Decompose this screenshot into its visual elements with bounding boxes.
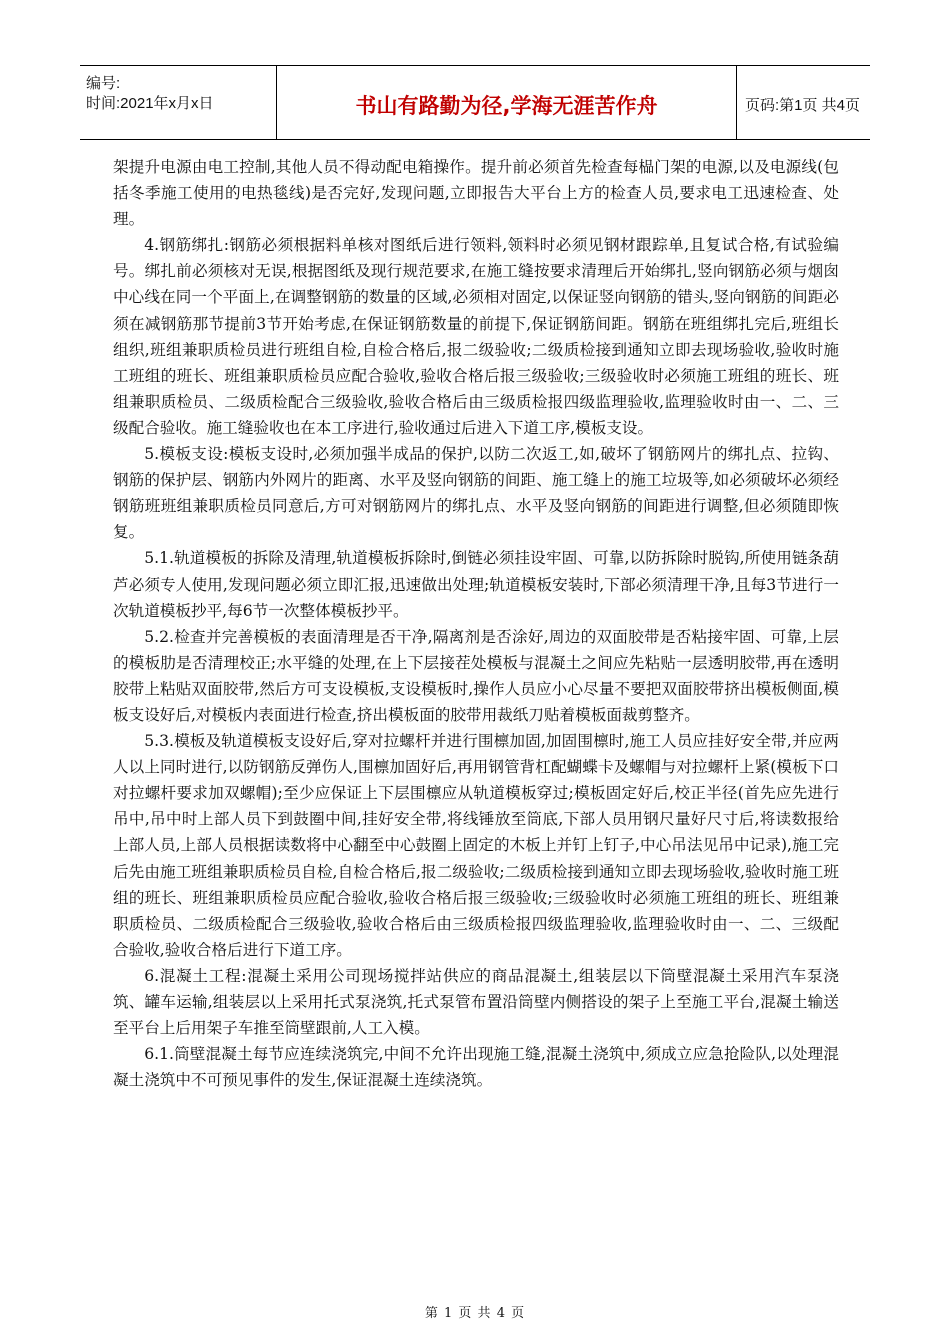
paragraph-formwork-5-3: 5.3.模板及轨道模板支设好后,穿对拉螺杆并进行围檩加固,加固围檩时,施工人员应挂好安全带,并应两人以上同时进行,以防钢筋反弹伤人,围檩加固好后,再用钢管背杠配蝴蝶卡及螺帽与对拉螺杆上紧(模板下口对拉螺杆要求加双螺帽);至少应保证上下层围檩应从轨道模板穿过;模板固定好后,校正半径(首先应先进行吊中,吊中时上部人员下到鼓圈中间,挂好安全带,将线锤放至筒底,下部人员用钢尺量好尺寸后,将读数报给上部人员,上部人员根据读数将中心翻至中心鼓圈上固定的木板上并钉上钉子,中心吊法见吊中记录),施工完后先由施工班组兼职质检员自检,自检合格后,报二级验收;二级质检接到通知立即去现场验收,验收时施工班组的班长、班组兼职质检员应配合验收,验收合格后报三级验收;三级验收时必须施工班组的班长、班组兼职质检员、二级质检配合三级验收,验收合格后由三级质检报四级监理验收,监理验收时由一、二、三级配合验收,验收合格后进行下道工序。 <box>113 732 839 959</box>
paragraph-formwork-5-1: 5.1.轨道模板的拆除及清理,轨道模板拆除时,倒链必须挂设牢固、可靠,以防拆除时脱钩,所使用链条葫芦必须专人使用,发现问题必须立即汇报,迅速做出处理;轨道模板安装时,下部必须清理干净,且每3节进行一次轨道模板抄平,每6节一次整体模板抄平。 <box>113 549 839 620</box>
paragraph-formwork-5-2: 5.2.检查并完善模板的表面清理是否干净,隔离剂是否涂好,周边的双面胶带是否粘接牢固、可靠,上层的模板肋是否清理校正;水平缝的处理,在上下层接茬处模板与混凝土之间应先粘贴一层透明胶带,再在透明胶带上粘贴双面胶带,然后方可支设模板,支设模板时,操作人员应小心尽量不要把双面胶带挤出模板侧面,模板支设好后,对模板内表面进行检查,挤出模板面的胶带用裁纸刀贴着模板面裁剪整齐。 <box>113 627 839 724</box>
paragraph-concrete: 6.混凝土工程:混凝土采用公司现场搅拌站供应的商品混凝土,组装层以下筒壁混凝土采用汽车泵浇筑、罐车运输,组装层以上采用托式泵浇筑,托式泵管布置沿筒壁内侧搭设的架子上至施工平台,混凝土输送至平台上后用架子车推至筒壁跟前,人工入模。 <box>113 966 839 1038</box>
paragraph-concrete-6-1: 6.1.筒壁混凝土每节应连续浇筑完,中间不允许出现施工缝,混凝土浇筑中,须成立应急抢险队,以处理混凝土浇筑中不可预见事件的发生,保证混凝土连续浇筑。 <box>113 1045 839 1090</box>
document-time-label: 时间:2021年x月x日 <box>86 95 214 112</box>
paragraph-continuation: 架提升电源由电工控制,其他人员不得动配电箱操作。提升前必须首先检查每榀门架的电源,以及电源线(包括冬季施工使用的电热毯线)是否完好,发现问题,立即报告大平台上方的检查人员,要求电工迅速检查、处理。 <box>113 158 839 229</box>
document-number-label: 编号: <box>86 75 121 92</box>
header-motto: 书山有路勤为径,学海无涯苦作舟 <box>277 66 737 139</box>
document-body <box>113 154 839 1093</box>
paragraph-rebar-binding: 4.钢筋绑扎:钢筋必须根据料单核对图纸后进行领料,领料时必须见钢材跟踪单,且复试合格,有试验编号。绑扎前必须核对无误,根据图纸及现行规范要求,在施工缝按要求清理后开始绑扎,竖向钢筋必须与烟囱中心线在同一个平面上,在调整钢筋的数量的区域,必须相对固定,以保证竖向钢筋的错头,竖向钢筋的间距必须在减钢筋那节提前3节开始考虑,在保证钢筋数量的前提下,保证钢筋间距。钢筋在班组绑扎完后,班组长组织,班组兼职质检员进行班组自检,自检合格后,报二级验收;二级质检接到通知立即去现场验收,验收时施工班组的班长、班组兼职质检员应配合验收,验收合格后报三级验收;三级验收时必须施工班组的班长、班组兼职质检员、二级质检配合三级验收,验收合格后由三级质检报四级监理验收,监理验收时由一、二、三级配合验收。施工缝验收也在本工序进行,验收通过后进入下道工序,模板支设。 <box>113 236 839 437</box>
page-footer: 第 1 页 共 4 页 <box>424 1306 526 1321</box>
header-meta <box>80 66 277 139</box>
header-page-info: 页码:第1页 共4页 <box>745 97 861 114</box>
page-header <box>80 65 870 140</box>
paragraph-formwork: 5.模板支设:模板支设时,必须加强半成品的保护,以防二次返工,如,破坏了钢筋网片的绑扎点、拉钩、钢筋的保护层、钢筋内外网片的距离、水平及竖向钢筋的间距、施工缝上的施工垃圾等,如必须破坏必须经钢筋班班组兼职质检员同意后,方可对钢筋网片的绑扎点、水平及竖向钢筋的间距进行调整,但必须随即恢复。 <box>113 445 839 542</box>
